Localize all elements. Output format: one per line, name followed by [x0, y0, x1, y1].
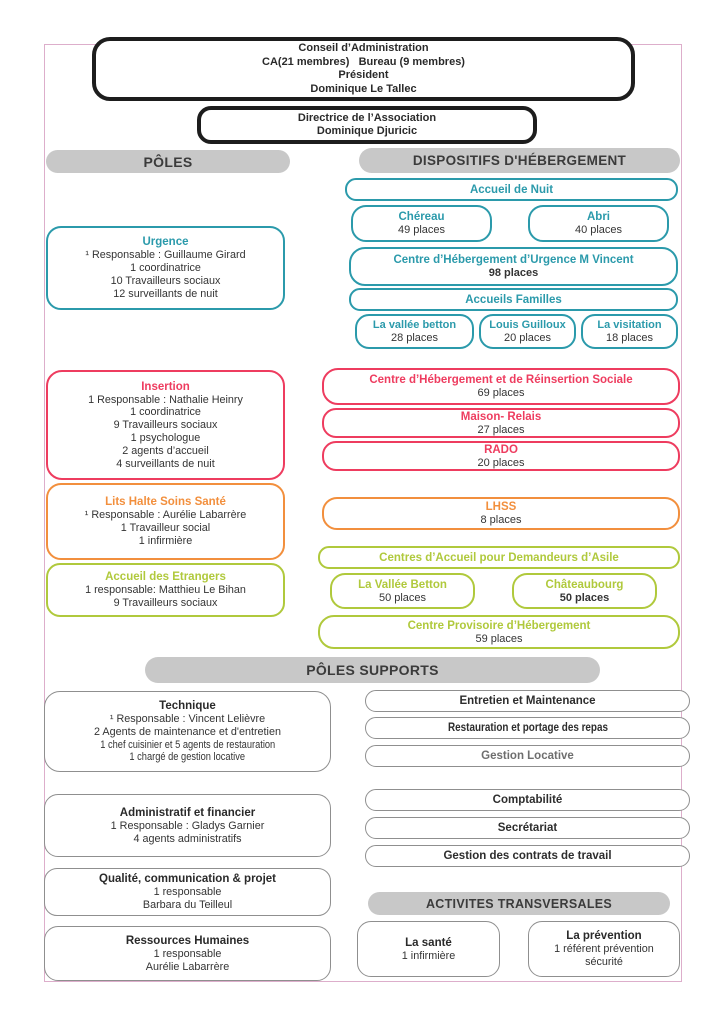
restauration-pill — [365, 717, 690, 739]
rh-line: 1 responsable — [153, 947, 222, 960]
pole-insertion-line: 1 psychologue — [130, 432, 201, 444]
rado-title: RADO — [484, 443, 518, 456]
cph-box — [318, 615, 680, 649]
rh-line: Aurélie Labarrère — [145, 960, 230, 973]
technique-line: ¹ Responsable : Vincent Lelièvre — [109, 712, 266, 725]
conseil-line: Dominique Le Tallec — [310, 82, 417, 95]
administratif-box — [44, 794, 331, 857]
pole-lits-halte-line: 1 Travailleur social — [120, 522, 211, 535]
sante-box — [357, 921, 500, 977]
chu-m-vincent-places: 98 places — [488, 267, 539, 279]
chereau-title: Chéreau — [398, 211, 445, 223]
pole-lits-halte-line: 1 infirmière — [138, 534, 193, 547]
conseil-line: Président — [338, 69, 389, 81]
pole-insertion-line: 2 agents d’accueil — [122, 444, 209, 457]
prevention-line: sécurité — [585, 956, 623, 968]
abri-title: Abri — [587, 211, 610, 223]
vallee-betton-title: La vallée betton — [372, 319, 457, 331]
pole-lits-halte-box — [46, 483, 285, 560]
qualite-title: Qualité, communication & projet — [99, 873, 276, 886]
header-dispositifs: DISPOSITIFS D'HÉBERGEMENT — [359, 148, 680, 173]
abri-places: 40 places — [574, 224, 623, 236]
pole-etrangers-line: 1 responsable: Matthieu Le Bihan — [85, 584, 246, 597]
administratif-line: 4 agents administratifs — [133, 832, 242, 845]
visitation-title: La visitation — [597, 319, 662, 331]
lhss-places: 8 places — [480, 514, 522, 526]
louis-guilloux-places: 20 places — [503, 332, 552, 344]
restauration-pill-label: Restauration et portage des repas — [447, 722, 608, 734]
pole-urgence-box — [46, 226, 285, 310]
gestion-locative-pill: Gestion Locative — [365, 745, 690, 767]
pole-insertion-line: 1 coordinatrice — [130, 406, 201, 419]
chereau-places: 49 places — [397, 224, 446, 236]
rh-title: Ressources Humaines — [125, 934, 250, 947]
conseil-administration-box — [92, 37, 635, 101]
technique-box — [44, 691, 331, 772]
conseil-line: CA(21 membres) Bureau (9 membres) — [262, 55, 465, 68]
sante-line: 1 infirmière — [401, 949, 456, 962]
pole-insertion-line: 9 Travailleurs sociaux — [113, 419, 218, 432]
secretariat-pill: Secrétariat — [365, 817, 690, 839]
pole-urgence-line: ¹ Responsable : Guillaume Girard — [85, 249, 246, 262]
header-activites: ACTIVITES TRANSVERSALES — [368, 892, 670, 915]
technique-title: Technique — [159, 699, 216, 712]
lhss-box — [322, 497, 680, 530]
technique-line: 2 Agents de maintenance et d'entretien — [94, 725, 281, 738]
rh-box — [44, 926, 331, 981]
louis-guilloux-title: Louis Guilloux — [489, 319, 566, 331]
maison-relais-places: 27 places — [477, 423, 525, 436]
contrats-pill: Gestion des contrats de travail — [365, 845, 690, 867]
rado-places: 20 places — [477, 456, 525, 469]
chateaubourg-title: Châteaubourg — [545, 578, 624, 591]
directrice-line: Dominique Djuricic — [316, 125, 418, 137]
pole-urgence-line: 12 surveillants de nuit — [113, 287, 218, 300]
accueil-de-nuit-box — [345, 178, 678, 201]
cada-betton-title: La Vallée Betton — [358, 578, 447, 591]
technique-line: 1 chef cuisinier et 5 agents de restauration — [100, 738, 275, 751]
qualite-line: 1 responsable — [153, 886, 222, 899]
chrs-places: 69 places — [477, 387, 525, 399]
visitation-places: 18 places — [605, 332, 654, 344]
chateaubourg-box — [512, 573, 657, 609]
comptabilite-pill: Comptabilité — [365, 789, 690, 811]
maison-relais-title: Maison- Relais — [460, 410, 542, 423]
rado-box — [322, 441, 680, 471]
chu-m-vincent-title: Centre d’Hébergement d’Urgence M Vincent — [393, 254, 634, 266]
qualite-line: Barbara du Teilleul — [142, 899, 233, 911]
pole-etrangers-title: Accueil des Etrangers — [105, 571, 226, 584]
sante-title: La santé — [405, 936, 452, 949]
qualite-box — [44, 868, 331, 916]
accueils-familles-box — [349, 288, 678, 311]
administratif-title: Administratif et financier — [119, 806, 256, 819]
pole-lits-halte-title: Lits Halte Soins Santé — [105, 496, 226, 509]
directrice-box — [197, 106, 537, 144]
louis-guilloux-box — [479, 314, 576, 349]
pole-lits-halte-line: ¹ Responsable : Aurélie Labarrère — [84, 509, 247, 522]
pole-insertion-line: 1 Responsable : Nathalie Heinry — [88, 393, 243, 406]
chrs-box — [322, 368, 680, 405]
vallee-betton-box — [355, 314, 474, 349]
accueil-de-nuit-title: Accueil de Nuit — [469, 183, 554, 196]
pole-urgence-title: Urgence — [142, 236, 189, 249]
pole-insertion-line: 4 surveillants de nuit — [116, 457, 215, 470]
abri-box — [528, 205, 669, 242]
directrice-line: Directrice de l’Association — [297, 111, 437, 124]
prevention-line: 1 référent prévention — [554, 943, 654, 956]
chereau-box — [351, 205, 492, 242]
conseil-line: Conseil d’Administration — [298, 42, 429, 54]
administratif-line: 1 Responsable : Gladys Garnier — [110, 819, 265, 832]
pole-insertion-box — [46, 370, 285, 480]
chu-m-vincent-box — [349, 247, 678, 286]
pole-urgence-line: 10 Travailleurs sociaux — [110, 275, 221, 287]
accueils-familles-title: Accueils Familles — [465, 293, 562, 306]
cada-betton-box — [330, 573, 475, 609]
technique-line: 1 chargé de gestion locative — [129, 751, 246, 764]
prevention-box — [528, 921, 680, 977]
cph-title: Centre Provisoire d’Hébergement — [407, 619, 591, 632]
chateaubourg-places: 50 places — [559, 591, 610, 604]
maison-relais-box — [322, 408, 680, 438]
pole-etrangers-line: 9 Travailleurs sociaux — [113, 597, 218, 609]
vallee-betton-places: 28 places — [390, 332, 439, 344]
cph-places: 59 places — [475, 632, 523, 645]
prevention-title: La prévention — [566, 930, 642, 943]
visitation-box — [581, 314, 678, 349]
lhss-title: LHSS — [485, 501, 517, 513]
header-poles-supports: PÔLES SUPPORTS — [145, 657, 600, 683]
chrs-title: Centre d’Hébergement et de Réinsertion Sociale — [369, 374, 633, 386]
cada-title: Centres d’Accueil pour Demandeurs d’Asile — [379, 551, 619, 564]
pole-insertion-title: Insertion — [141, 380, 190, 393]
header-poles: PÔLES — [46, 150, 290, 173]
pole-etrangers-box — [46, 563, 285, 617]
entretien-pill: Entretien et Maintenance — [365, 690, 690, 712]
cada-betton-places: 50 places — [378, 591, 427, 604]
pole-urgence-line: 1 coordinatrice — [130, 262, 201, 275]
cada-box — [318, 546, 680, 569]
